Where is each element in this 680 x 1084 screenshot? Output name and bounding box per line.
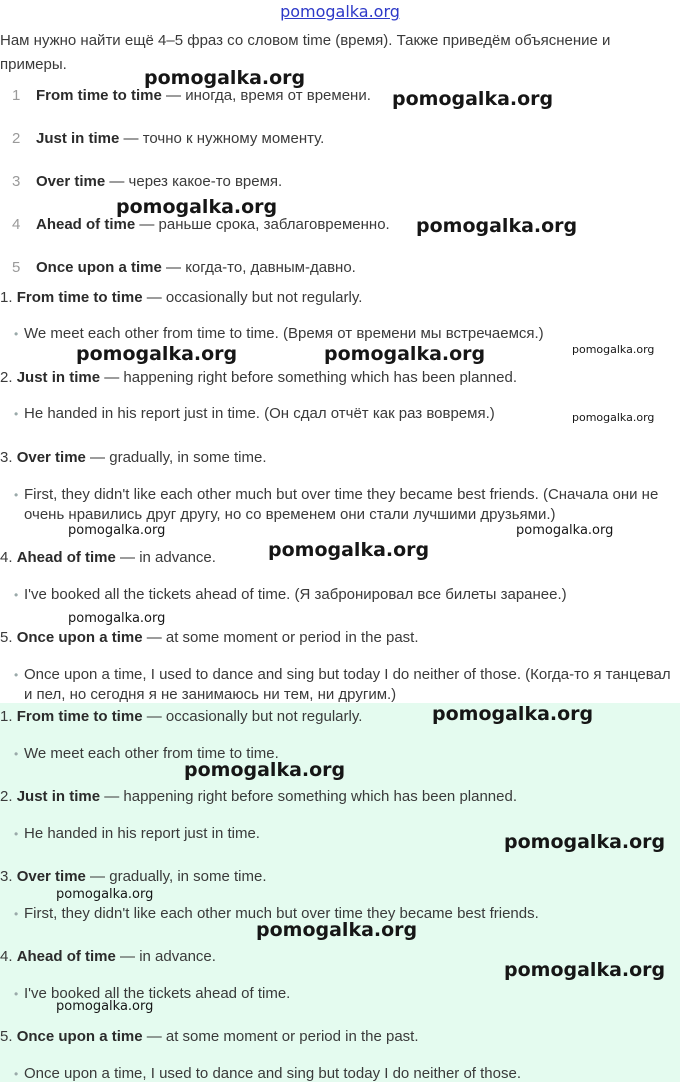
- definition: [0, 628, 419, 648]
- watermark: pomogalka.org: [416, 215, 578, 237]
- translation: — точно к нужному моменту.: [119, 130, 325, 147]
- definition: [0, 368, 517, 388]
- watermark: pomogalka.org: [324, 343, 486, 365]
- bullet-icon: •: [14, 747, 19, 761]
- watermark: pomogalka.org: [516, 523, 614, 538]
- list-number: 3: [12, 173, 21, 190]
- phrase: Over time: [16, 449, 86, 466]
- def-text: — at some moment or period in the past.: [142, 629, 419, 646]
- watermark: pomogalka.org: [256, 919, 418, 941]
- list-number: 5: [12, 259, 21, 276]
- phrase: Once upon a time: [36, 259, 162, 276]
- phrase: Once upon a time: [16, 1028, 143, 1045]
- translation: — иногда, время от времени.: [161, 87, 371, 104]
- def-number: 3.: [0, 449, 13, 466]
- site-link[interactable]: pomogalka.org: [280, 2, 400, 21]
- def-number: 2.: [0, 369, 13, 386]
- def-text: — happening right before something which has been planned.: [100, 369, 517, 386]
- watermark: pomogalka.org: [56, 887, 154, 902]
- def-text: — gradually, in some time.: [85, 868, 267, 885]
- list-number: 2: [12, 130, 21, 147]
- phrase: Just in time: [16, 788, 101, 805]
- bullet-icon: •: [14, 327, 19, 341]
- phrase: Once upon a time: [16, 629, 143, 646]
- watermark: pomogalka.org: [68, 523, 166, 538]
- translation: — когда-то, давным-давно.: [161, 259, 356, 276]
- watermark: pomogalka.org: [432, 703, 594, 725]
- example: • Once upon a time, I used to dance and sing but today I do neither of those. (Когда-то я танцевал и пел, но сегодня я не занимаюсь ни тем, ни другим.): [14, 666, 671, 703]
- phrase: From time to time: [16, 708, 143, 725]
- def-number: 5.: [0, 629, 13, 646]
- example: • He handed in his report just in time. (Он сдал отчёт как раз вовремя.): [14, 405, 495, 422]
- example: • We meet each other from time to time.: [14, 745, 279, 762]
- definition: [0, 867, 267, 887]
- translation: — через какое-то время.: [105, 173, 283, 190]
- watermark: pomogalka.org: [184, 759, 346, 781]
- list-item: [0, 256, 680, 280]
- def-number: 2.: [0, 788, 13, 805]
- phrase: From time to time: [36, 87, 162, 104]
- watermark: pomogalka.org: [504, 831, 666, 853]
- definition: [0, 947, 216, 967]
- definition: [0, 787, 517, 807]
- example: • We meet each other from time to time. (Время от времени мы встречаемся.): [14, 325, 544, 342]
- list-number: 4: [12, 216, 21, 233]
- list-item: [0, 127, 680, 151]
- def-text: — occasionally but not regularly.: [142, 708, 363, 725]
- def-text: — in advance.: [115, 549, 216, 566]
- definition: [0, 548, 216, 568]
- def-number: 5.: [0, 1028, 13, 1045]
- watermark: pomogalka.org: [76, 343, 238, 365]
- list-item: [0, 170, 680, 194]
- watermark: pomogalka.org: [392, 88, 554, 110]
- bullet-icon: •: [14, 407, 19, 421]
- watermark: pomogalka.org: [268, 539, 430, 561]
- def-number: 4.: [0, 549, 13, 566]
- example: • First, they didn't like each other much but over time they became best friends.: [14, 905, 539, 922]
- def-text: — at some moment or period in the past.: [142, 1028, 419, 1045]
- bullet-icon: •: [14, 668, 19, 682]
- bullet-icon: •: [14, 588, 19, 602]
- intro-text: Нам нужно найти ещё 4–5 фраз со словом time (время). Также приведём объяснение и примеры.: [0, 32, 611, 73]
- phrase: From time to time: [16, 289, 143, 306]
- watermark: pomogalka.org: [68, 611, 166, 626]
- example: • Once upon a time, I used to dance and sing but today I do neither of those.: [14, 1065, 521, 1082]
- list-item: [0, 84, 680, 108]
- example: • I've booked all the tickets ahead of time.: [14, 985, 291, 1002]
- example: • First, they didn't like each other much but over time they became best friends. (Сначала они не очень нравились друг другу, но со временем они стали лучшими друзьями.): [14, 486, 659, 523]
- def-number: 1.: [0, 708, 13, 725]
- phrase: Just in time: [36, 130, 120, 147]
- bullet-icon: •: [14, 907, 19, 921]
- bullet-icon: •: [14, 488, 19, 502]
- watermark: pomogalka.org: [504, 959, 666, 981]
- watermark: pomogalka.org: [56, 999, 154, 1014]
- def-text: — occasionally but not regularly.: [142, 289, 363, 306]
- bullet-icon: •: [14, 987, 19, 1001]
- watermark: pomogalka.org: [572, 343, 655, 356]
- watermark: pomogalka.org: [144, 67, 306, 89]
- def-number: 3.: [0, 868, 13, 885]
- phrase: Just in time: [16, 369, 101, 386]
- translation: — раньше срока, заблаговременно.: [135, 216, 390, 233]
- definition: [0, 448, 267, 468]
- phrase: Over time: [36, 173, 106, 190]
- phrase: Ahead of time: [16, 948, 116, 965]
- bullet-icon: •: [14, 827, 19, 841]
- example: • He handed in his report just in time.: [14, 825, 260, 842]
- phrase: Ahead of time: [16, 549, 116, 566]
- definition: [0, 1027, 419, 1047]
- watermark: pomogalka.org: [116, 196, 278, 218]
- definition: [0, 288, 362, 308]
- example: • I've booked all the tickets ahead of time. (Я забронировал все билеты заранее.): [14, 586, 567, 603]
- def-text: — in advance.: [115, 948, 216, 965]
- def-text: — gradually, in some time.: [85, 449, 267, 466]
- def-number: 4.: [0, 948, 13, 965]
- bullet-icon: •: [14, 1067, 19, 1081]
- phrase: Over time: [16, 868, 86, 885]
- phrase: Ahead of time: [36, 216, 136, 233]
- list-number: 1: [12, 87, 21, 104]
- def-number: 1.: [0, 289, 13, 306]
- list-item: [0, 213, 680, 237]
- watermark: pomogalka.org: [572, 411, 655, 424]
- def-text: — happening right before something which has been planned.: [100, 788, 517, 805]
- definition: [0, 707, 362, 727]
